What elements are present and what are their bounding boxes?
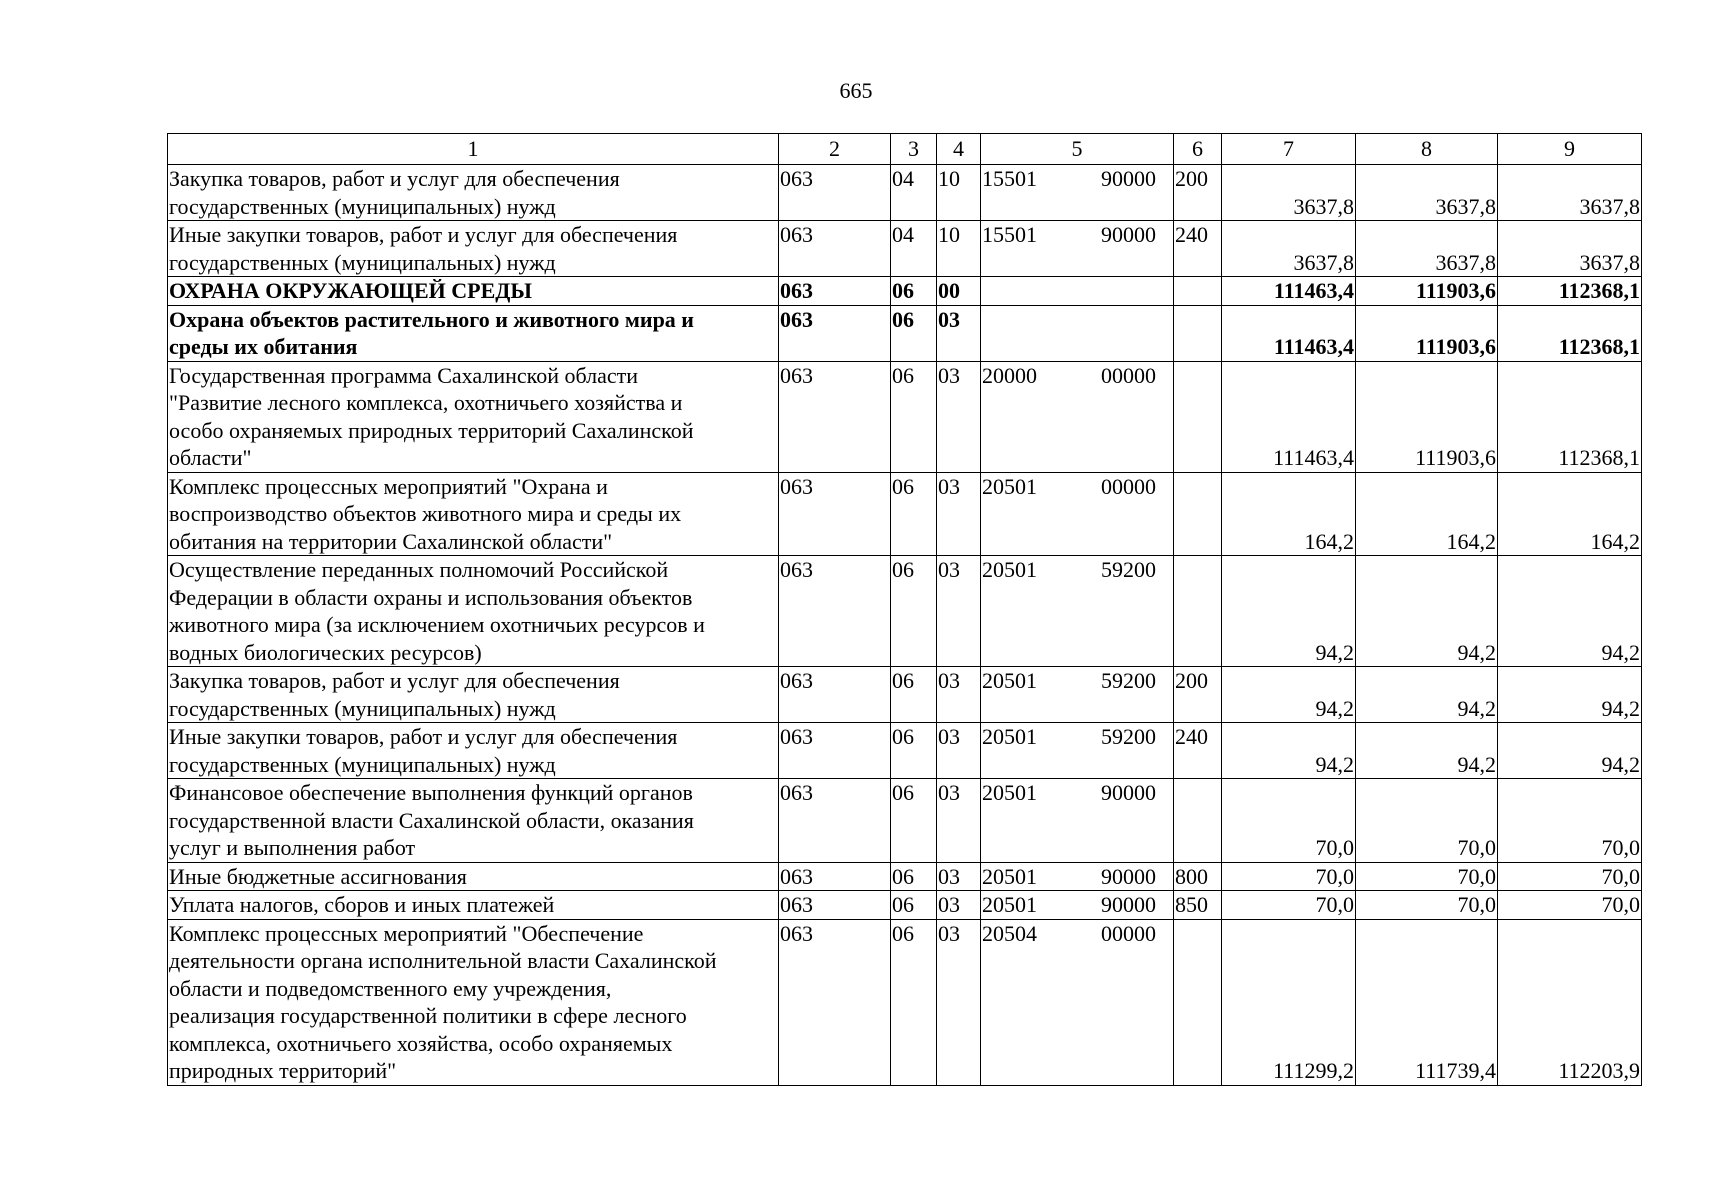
code-cell-2: 063 (779, 723, 891, 779)
code-cell-5-program: 20501 (982, 780, 1037, 805)
code-cell-4: 10 (937, 221, 981, 277)
row-name-line: государственных (муниципальных) нужд (169, 249, 556, 275)
code-cell-5 (981, 165, 1174, 221)
row-name-line: государственных (муниципальных) нужд (169, 695, 556, 721)
code-cell-2: 063 (779, 556, 891, 667)
code-cell-5-program: 20501 (982, 892, 1037, 917)
amount-cell-9: 70,0 (1498, 891, 1642, 920)
table-row (168, 919, 1642, 1085)
code-cell-4: 03 (937, 919, 981, 1085)
budget-table (167, 133, 1642, 1086)
code-cell-3: 06 (891, 919, 937, 1085)
row-name-cell (168, 723, 779, 779)
code-cell-2: 063 (779, 221, 891, 277)
row-name-line: Охрана объектов растительного и животного мира и (169, 306, 694, 332)
header-cell-6: 6 (1174, 134, 1222, 165)
row-name-line: Закупка товаров, работ и услуг для обеспечения (169, 668, 620, 693)
table-row (168, 472, 1642, 556)
code-cell-6 (1174, 919, 1222, 1085)
row-name-line: Государственная программа Сахалинской области (169, 362, 639, 388)
table-row (168, 667, 1642, 723)
row-name-cell (168, 779, 779, 863)
amount-cell-9: 112203,9 (1498, 919, 1642, 1085)
code-cell-5 (981, 779, 1174, 863)
code-cell-5 (981, 277, 1174, 306)
code-cell-6: 800 (1174, 862, 1222, 891)
code-cell-5-direction: 00000 (1101, 473, 1156, 499)
code-cell-5 (981, 361, 1174, 472)
code-cell-3: 06 (891, 556, 937, 667)
code-cell-4: 10 (937, 165, 981, 221)
code-cell-2: 063 (779, 165, 891, 221)
amount-cell-9: 70,0 (1498, 862, 1642, 891)
code-cell-5 (981, 919, 1174, 1085)
row-name-line: обитания на территории Сахалинской области" (169, 528, 613, 554)
code-cell-4: 03 (937, 667, 981, 723)
table-row (168, 779, 1642, 863)
table-row (168, 165, 1642, 221)
code-cell-4: 03 (937, 361, 981, 472)
row-name-cell (168, 556, 779, 667)
row-name-line: Финансовое обеспечение выполнения функций органов (169, 780, 693, 805)
row-name-line: услуг и выполнения работ (169, 835, 416, 860)
table-row (168, 723, 1642, 779)
code-cell-3: 04 (891, 221, 937, 277)
amount-cell-7: 111463,4 (1222, 361, 1356, 472)
code-cell-3: 06 (891, 305, 937, 361)
amount-cell-8: 3637,8 (1356, 165, 1498, 221)
code-cell-5 (981, 305, 1174, 361)
header-cell-3: 3 (891, 134, 937, 165)
header-cell-9: 9 (1498, 134, 1642, 165)
code-cell-5-program: 20501 (982, 863, 1037, 889)
code-cell-5 (981, 723, 1174, 779)
table-row (168, 361, 1642, 472)
code-cell-2: 063 (779, 277, 891, 306)
header-cell-5: 5 (981, 134, 1174, 165)
row-name-line: деятельности органа исполнительной власти Сахалинской (169, 948, 717, 973)
page-number: 665 (839, 78, 873, 103)
row-name-cell (168, 277, 779, 306)
row-name-line: Иные закупки товаров, работ и услуг для обеспечения (169, 724, 678, 749)
amount-cell-7: 111299,2 (1222, 919, 1356, 1085)
code-cell-3: 04 (891, 165, 937, 221)
code-cell-2: 063 (779, 862, 891, 891)
amount-cell-7: 70,0 (1222, 862, 1356, 891)
amount-cell-9: 3637,8 (1498, 221, 1642, 277)
code-cell-5-program: 20501 (982, 557, 1037, 582)
row-name-cell (168, 305, 779, 361)
amount-cell-9: 112368,1 (1498, 361, 1642, 472)
code-cell-3: 06 (891, 723, 937, 779)
amount-cell-8: 70,0 (1356, 862, 1498, 891)
row-name-line: животного мира (за исключением охотничьих ресурсов и (169, 612, 705, 637)
code-cell-4: 03 (937, 556, 981, 667)
code-cell-5-direction: 00000 (1101, 920, 1156, 946)
amount-cell-7: 70,0 (1222, 779, 1356, 863)
code-cell-4: 03 (937, 862, 981, 891)
code-cell-5 (981, 472, 1174, 556)
code-cell-6 (1174, 472, 1222, 556)
amount-cell-9: 70,0 (1498, 779, 1642, 863)
row-name-line: государственных (муниципальных) нужд (169, 193, 556, 219)
code-cell-6 (1174, 361, 1222, 472)
amount-cell-7: 3637,8 (1222, 165, 1356, 221)
code-cell-5-program: 15501 (982, 166, 1037, 191)
code-cell-3: 06 (891, 277, 937, 306)
code-cell-6 (1174, 305, 1222, 361)
code-cell-5 (981, 862, 1174, 891)
row-name-line: государственных (муниципальных) нужд (169, 751, 556, 777)
code-cell-5 (981, 891, 1174, 920)
code-cell-5 (981, 221, 1174, 277)
code-cell-5-program: 20501 (982, 724, 1037, 749)
row-name-line: особо охраняемых природных территорий Сахалинской (169, 417, 694, 443)
amount-cell-7: 94,2 (1222, 667, 1356, 723)
table-row (168, 305, 1642, 361)
row-name-line: "Развитие лесного комплекса, охотничьего хозяйства и (169, 390, 683, 415)
code-cell-3: 06 (891, 472, 937, 556)
code-cell-5-direction: 90000 (1101, 780, 1156, 805)
code-cell-2: 063 (779, 891, 891, 920)
row-name-line: Осуществление переданных полномочий Российской (169, 557, 669, 582)
row-name-line: природных территорий" (169, 1058, 397, 1083)
code-cell-6 (1174, 277, 1222, 306)
amount-cell-9: 94,2 (1498, 667, 1642, 723)
row-name-line: комплекса, охотничьего хозяйства, особо охраняемых (169, 1030, 673, 1056)
code-cell-5-direction: 90000 (1101, 166, 1156, 191)
code-cell-4: 03 (937, 779, 981, 863)
code-cell-2: 063 (779, 472, 891, 556)
header-cell-8: 8 (1356, 134, 1498, 165)
code-cell-3: 06 (891, 779, 937, 863)
amount-cell-8: 111903,6 (1356, 277, 1498, 306)
table-row (168, 556, 1642, 667)
amount-cell-8: 164,2 (1356, 472, 1498, 556)
code-cell-5-direction: 90000 (1101, 222, 1156, 247)
row-name-cell (168, 862, 779, 891)
code-cell-5-direction: 59200 (1101, 668, 1156, 693)
row-name-line: среды их обитания (169, 334, 358, 359)
code-cell-2: 063 (779, 919, 891, 1085)
code-cell-2: 063 (779, 779, 891, 863)
code-cell-3: 06 (891, 891, 937, 920)
row-name-line: ОХРАНА ОКРУЖАЮЩЕЙ СРЕДЫ (169, 278, 532, 303)
code-cell-5-direction: 00000 (1101, 362, 1156, 388)
header-cell-2: 2 (779, 134, 891, 165)
header-row (168, 134, 1642, 165)
amount-cell-8: 111903,6 (1356, 305, 1498, 361)
row-name-line: Федерации в области охраны и использования объектов (169, 584, 693, 610)
row-name-line: области и подведомственного ему учреждения, (169, 975, 612, 1001)
table-row (168, 221, 1642, 277)
amount-cell-9: 94,2 (1498, 556, 1642, 667)
row-name-line: государственной власти Сахалинской области, оказания (169, 807, 694, 833)
code-cell-5-direction: 90000 (1101, 863, 1156, 889)
row-name-cell (168, 891, 779, 920)
code-cell-6: 240 (1174, 723, 1222, 779)
amount-cell-7: 94,2 (1222, 723, 1356, 779)
amount-cell-9: 94,2 (1498, 723, 1642, 779)
row-name-line: Комплекс процессных мероприятий "Охрана и (169, 473, 608, 499)
row-name-cell (168, 165, 779, 221)
code-cell-5-program: 20000 (982, 362, 1037, 388)
row-name-line: Закупка товаров, работ и услуг для обеспечения (169, 166, 620, 191)
amount-cell-9: 164,2 (1498, 472, 1642, 556)
code-cell-5 (981, 667, 1174, 723)
code-cell-5-program: 20504 (982, 920, 1037, 946)
row-name-line: водных биологических ресурсов) (169, 639, 482, 665)
code-cell-5-program: 20501 (982, 668, 1037, 693)
code-cell-2: 063 (779, 667, 891, 723)
code-cell-5-program: 20501 (982, 473, 1037, 499)
row-name-cell (168, 472, 779, 556)
code-cell-2: 063 (779, 361, 891, 472)
row-name-cell (168, 221, 779, 277)
code-cell-6: 200 (1174, 667, 1222, 723)
amount-cell-8: 70,0 (1356, 779, 1498, 863)
code-cell-3: 06 (891, 361, 937, 472)
amount-cell-8: 3637,8 (1356, 221, 1498, 277)
code-cell-4: 00 (937, 277, 981, 306)
amount-cell-9: 112368,1 (1498, 305, 1642, 361)
code-cell-6: 240 (1174, 221, 1222, 277)
code-cell-6 (1174, 779, 1222, 863)
amount-cell-7: 111463,4 (1222, 305, 1356, 361)
code-cell-5-direction: 90000 (1101, 892, 1156, 917)
amount-cell-8: 94,2 (1356, 723, 1498, 779)
table-row (168, 277, 1642, 306)
row-name-cell (168, 361, 779, 472)
code-cell-6: 200 (1174, 165, 1222, 221)
amount-cell-7: 164,2 (1222, 472, 1356, 556)
row-name-line: области" (169, 445, 252, 470)
row-name-line: реализация государственной политики в сфере лесного (169, 1003, 687, 1028)
amount-cell-9: 112368,1 (1498, 277, 1642, 306)
row-name-line: воспроизводство объектов животного мира и среды их (169, 501, 682, 526)
code-cell-5-direction: 59200 (1101, 724, 1156, 749)
code-cell-5-program: 15501 (982, 222, 1037, 247)
amount-cell-7: 70,0 (1222, 891, 1356, 920)
code-cell-3: 06 (891, 862, 937, 891)
code-cell-5-direction: 59200 (1101, 557, 1156, 582)
amount-cell-7: 94,2 (1222, 556, 1356, 667)
header-cell-4: 4 (937, 134, 981, 165)
amount-cell-9: 3637,8 (1498, 165, 1642, 221)
code-cell-6: 850 (1174, 891, 1222, 920)
row-name-line: Иные бюджетные ассигнования (169, 863, 467, 889)
amount-cell-7: 3637,8 (1222, 221, 1356, 277)
code-cell-4: 03 (937, 891, 981, 920)
row-name-line: Уплата налогов, сборов и иных платежей (169, 892, 555, 917)
row-name-cell (168, 667, 779, 723)
amount-cell-8: 111739,4 (1356, 919, 1498, 1085)
code-cell-2: 063 (779, 305, 891, 361)
header-cell-7: 7 (1222, 134, 1356, 165)
code-cell-4: 03 (937, 305, 981, 361)
code-cell-4: 03 (937, 723, 981, 779)
amount-cell-8: 70,0 (1356, 891, 1498, 920)
table-row (168, 891, 1642, 920)
row-name-line: Комплекс процессных мероприятий "Обеспечение (169, 920, 644, 946)
code-cell-4: 03 (937, 472, 981, 556)
code-cell-6 (1174, 556, 1222, 667)
header-cell-1: 1 (168, 134, 779, 165)
row-name-cell (168, 919, 779, 1085)
row-name-line: Иные закупки товаров, работ и услуг для обеспечения (169, 222, 678, 247)
table-row (168, 862, 1642, 891)
amount-cell-7: 111463,4 (1222, 277, 1356, 306)
code-cell-3: 06 (891, 667, 937, 723)
amount-cell-8: 94,2 (1356, 667, 1498, 723)
amount-cell-8: 111903,6 (1356, 361, 1498, 472)
amount-cell-8: 94,2 (1356, 556, 1498, 667)
code-cell-5 (981, 556, 1174, 667)
